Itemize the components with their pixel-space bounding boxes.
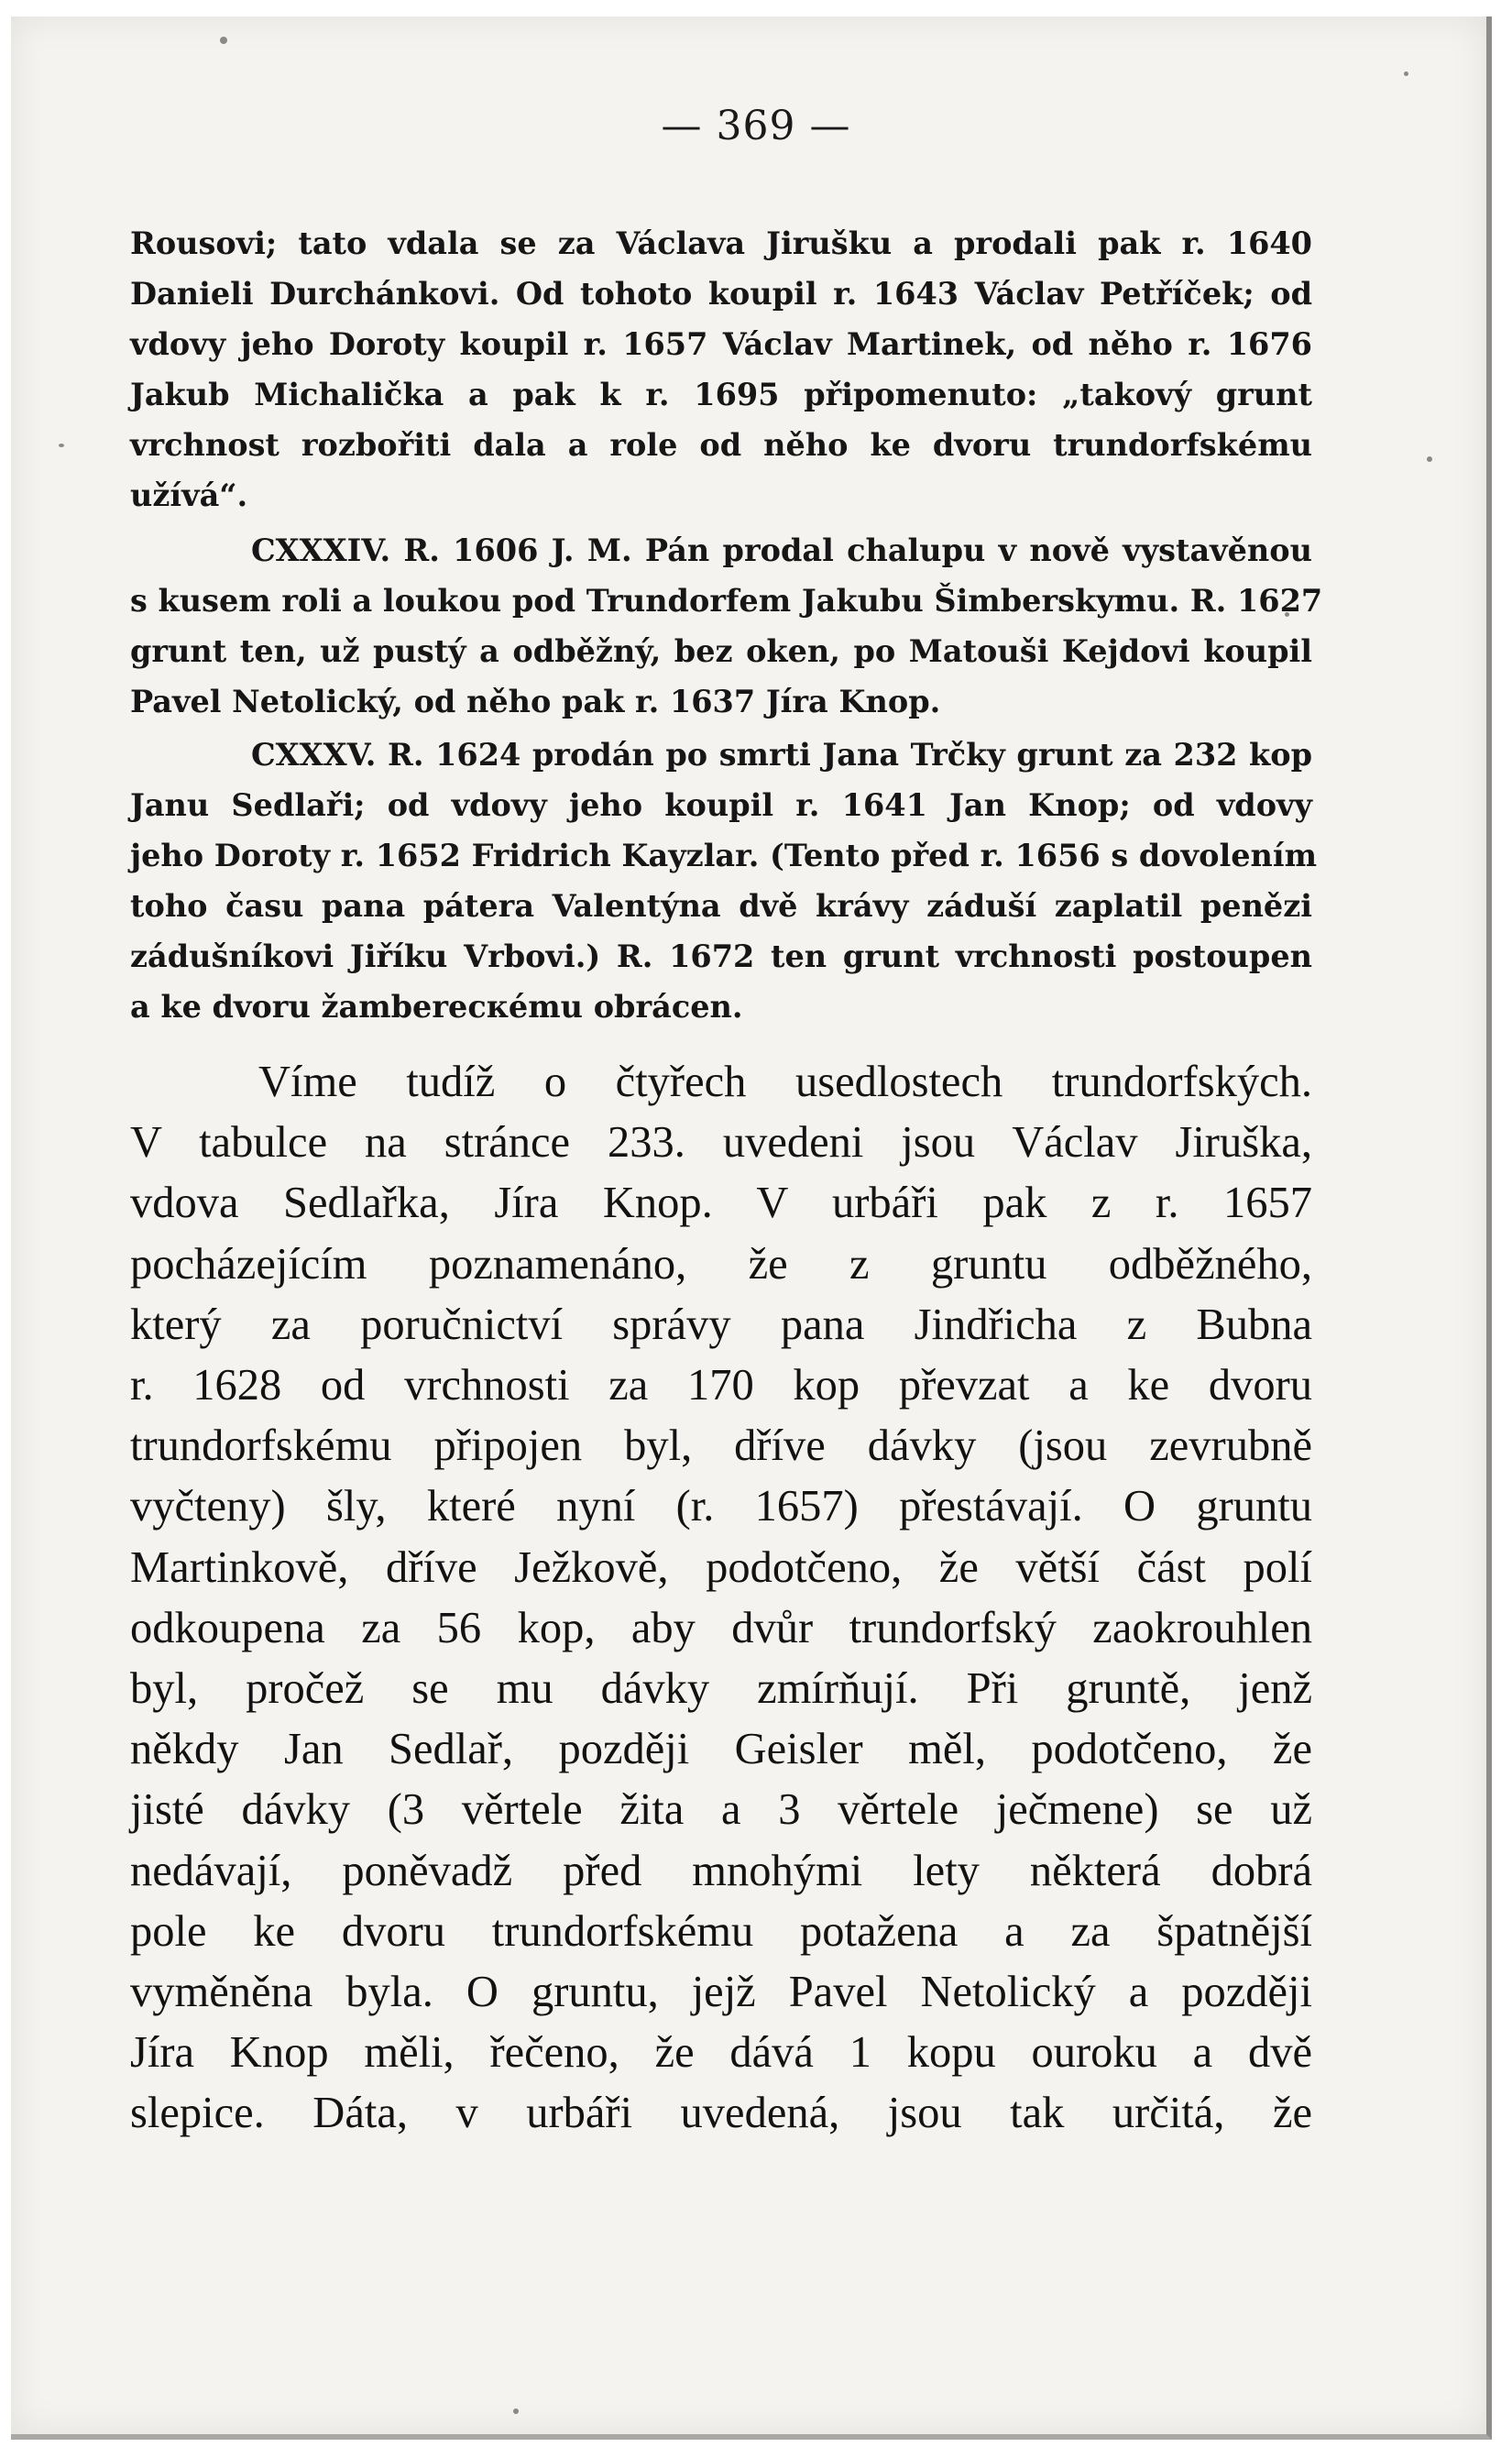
text-line: vdovy jeho Doroty koupil r. 1657 Václav Martinek, od něho r. 1676 bbox=[130, 326, 1312, 362]
text-line: slepice. Dáta, v urbáři uvedená, jsou tak určitá, že bbox=[130, 2089, 1312, 2138]
print-speck bbox=[513, 2409, 519, 2414]
print-speck bbox=[1404, 71, 1408, 76]
text-line: vrchnost rozbořiti dala a role od něho ke dvoru trundorfskému bbox=[130, 427, 1312, 463]
text-line: vyčteny) šly, které nyní (r. 1657) přestávají. O gruntu bbox=[130, 1482, 1312, 1531]
text-line: zádušníkovi Jiříku Vrbovi.) R. 1672 ten grunt vrchnosti postoupen bbox=[130, 938, 1312, 974]
text-line: který za poručnictví správy pana Jindřicha z Bubna bbox=[130, 1300, 1312, 1349]
text-line: s kusem roli a loukou pod Trundorfem Jakubu Šimberskymu. R. 1627 bbox=[130, 583, 1323, 619]
text-line: jisté dávky (3 věrtele žita a 3 věrtele ječmene) se už bbox=[130, 1785, 1312, 1835]
text-line: jeho Doroty r. 1652 Fridrich Kayzlar. (Tento před r. 1656 s dovolením bbox=[130, 838, 1318, 873]
text-line: pole ke dvoru trundorfskému potažena a za špatnější bbox=[130, 1906, 1312, 1956]
text-line: Janu Sedlaři; od vdovy jeho koupil r. 1641 Jan Knop; od vdovy bbox=[130, 787, 1312, 823]
text-line: Jíra Knop měli, řečeno, že dává 1 kopu ouroku a dvě bbox=[130, 2028, 1312, 2078]
text-line: r. 1628 od vrchnosti za 170 kop převzat a ke dvoru bbox=[130, 1361, 1312, 1410]
text-line: a ke dvoru žamberecкému obrácen. bbox=[130, 989, 743, 1025]
print-speck bbox=[1427, 456, 1432, 462]
text-line: pocházejícím poznamenáno, že z gruntu odběžného, bbox=[130, 1239, 1312, 1289]
text-line: vdova Sedlařka, Jíra Knop. V urbáři pak z r. 1657 bbox=[130, 1179, 1312, 1228]
entry-paragraph-1 bbox=[130, 218, 1312, 521]
page-number: — 369 — bbox=[661, 103, 851, 149]
text-line: V tabulce na stránce 233. uvedeni jsou Václav Jiruška, bbox=[130, 1118, 1312, 1168]
entry-paragraph-cxxxiv bbox=[130, 525, 1323, 727]
text-line: někdy Jan Sedlař, později Geisler měl, podotčeno, že bbox=[130, 1725, 1312, 1774]
print-speck bbox=[59, 444, 64, 447]
text-line: nedávají, poněvadž před mnohými lety některá dobrá bbox=[130, 1846, 1312, 1895]
text-line: trundorfskému připojen byl, dříve dávky (jsou zevrubně bbox=[130, 1421, 1312, 1471]
text-line: CXXXIV. R. 1606 J. M. Pán prodal chalupu v nově vystavěnou bbox=[251, 532, 1312, 568]
text-line: Víme tudíž o čtyřech usedlostech trundorfských. bbox=[258, 1058, 1312, 1106]
text-line: Pavel Netolický, od něho pak r. 1637 Jíra Knop. bbox=[130, 684, 941, 719]
text-line: toho času pana pátera Valentýna dvě krávy záduší zaplatil penězi bbox=[130, 888, 1312, 924]
text-line: Rousovi; tato vdala se za Václava Jirušku a prodali pak r. 1640 bbox=[130, 225, 1312, 261]
text-line: vyměněna byla. O gruntu, jejž Pavel Netolický a později bbox=[130, 1968, 1312, 2017]
text-line: byl, pročež se mu dávky zmírňují. Při gruntě, jenž bbox=[130, 1664, 1312, 1714]
main-paragraph bbox=[130, 1052, 1312, 2145]
text-line: odkoupena za 56 kop, aby dvůr trundorfský zaokrouhlen bbox=[130, 1603, 1312, 1652]
text-line: grunt ten, už pustý a odběžný, bez oken, po Matouši Kejdovi koupil bbox=[130, 633, 1312, 669]
text-line: Jakub Michalička a pak k r. 1695 připomenuto: „takový grunt bbox=[130, 377, 1312, 412]
text-line: Martinkově, dříve Ježkově, podotčeno, že větší část polí bbox=[130, 1542, 1312, 1592]
text-line: Danieli Durchánkovi. Od tohoto koupil r. 1643 Václav Petříček; od bbox=[130, 276, 1312, 312]
text-line: CXXXV. R. 1624 prodán po smrti Jana Trčky grunt za 232 kop bbox=[251, 737, 1312, 773]
entry-paragraph-cxxxv bbox=[130, 730, 1318, 1032]
text-line: užívá“. bbox=[130, 477, 248, 513]
print-speck bbox=[220, 37, 227, 44]
